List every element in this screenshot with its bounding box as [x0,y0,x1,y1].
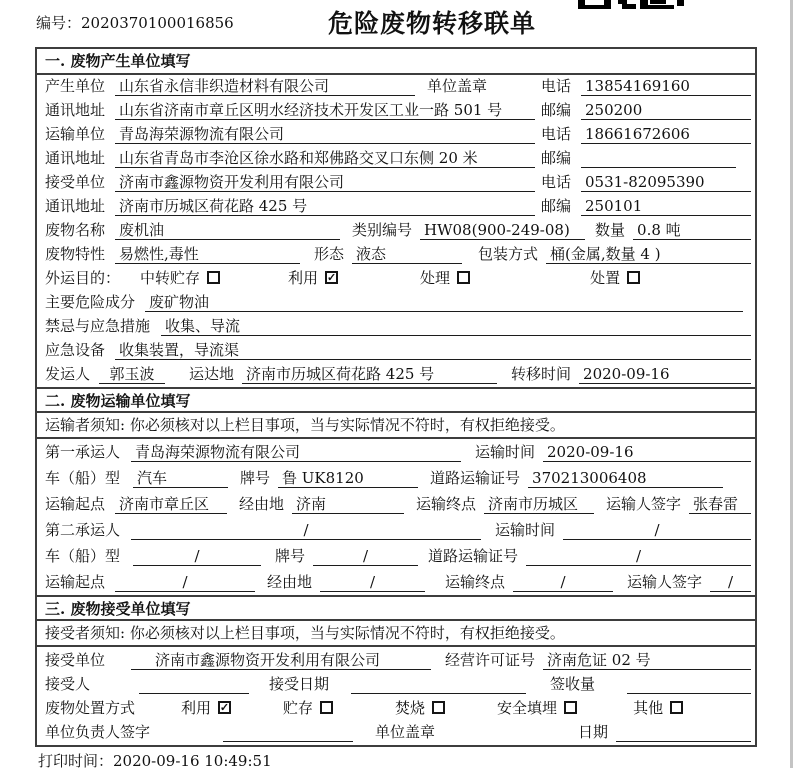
unit-seal-label: 单位盖章 [427,77,488,95]
second-carrier-label: 第二承运人 [45,521,121,539]
manifest-table [35,47,757,747]
disposal-other [633,697,683,718]
producer-value: 山东省永信非织造材料有限公司 [115,77,415,96]
shipper-value: 郭玉波 [99,365,165,384]
option-label: 贮存 [283,699,314,717]
hazard-component-label: 主要危险成分 [45,293,136,311]
carrier-sign2-value: / [710,573,751,592]
producer-label: 产生单位 [45,77,106,95]
carrier-sign-value: 张春雷 [689,495,751,514]
address-label: 通讯地址 [45,197,106,215]
receiver-label: 接受单位 [45,173,106,191]
carrier-sign-label: 运输人签字 [606,495,682,513]
phone-label: 电话 [541,77,572,95]
disposal-storage [283,697,333,718]
waste-name-value: 废机油 [115,221,340,240]
transfer-time-value: 2020-09-16 [579,365,751,384]
waste-name-row [37,219,755,243]
receiver-zip-value: 250101 [581,197,751,216]
shipper-row [37,363,755,387]
responsible-sign-label: 单位负责人签字 [45,723,151,741]
producer-address-value: 山东省济南市章丘区明水经济技术开发区工业一路 501 号 [115,101,535,120]
first-carrier-row [37,439,755,465]
section1-header: 一. 废物产生单位填写 [37,49,755,75]
option-label: 处置 [590,269,621,287]
road-permit-value: 370213006408 [528,469,723,488]
purpose-utilize [288,267,338,288]
via2-value: / [320,573,425,592]
hazard-component-row [37,291,755,315]
accept-unit-row [37,647,755,673]
zip-label: 邮编 [541,197,572,215]
disposal-utilize [181,697,231,718]
route-start2-value: / [115,573,255,592]
transporter-address-row [37,147,755,171]
transport-time2-value: / [563,521,751,540]
plate-value: 鲁 UK8120 [278,469,418,488]
form-value: 液态 [352,245,462,264]
form-label: 形态 [314,245,345,263]
taboo-measures-row [37,315,755,339]
via-value: 济南 [292,495,404,514]
disposal-landfill [497,697,577,718]
route1-row [37,491,755,517]
packaging-label: 包装方式 [478,245,539,263]
checkbox-checked-icon: ✓ [219,700,230,714]
transfer-purpose-label: 外运目的： [45,269,121,287]
disposal-method-label: 废物处置方式 [45,699,136,717]
checkbox-icon [564,701,577,714]
option-label: 中转贮存 [140,269,201,287]
destination-value: 济南市历城区荷花路 425 号 [242,365,497,384]
vehicle1-row [37,465,755,491]
route-end-label: 运输终点 [416,495,477,513]
vehicle-type-value: 汽车 [133,469,228,488]
transfer-time-label: 转移时间 [511,365,572,383]
accept-unit-label: 接受单位 [45,651,106,669]
plate-label: 牌号 [240,469,271,487]
producer-address-row [37,99,755,123]
carrier-sign-label: 运输人签字 [627,573,703,591]
option-label: 利用 [288,269,319,287]
route-end-value: 济南市历城区 [484,495,594,514]
receipt-qty-value [627,693,751,694]
date-value [616,741,751,742]
print-time: 打印时间：2020-09-16 10:49:51 [38,752,272,768]
plate2-value: / [313,547,418,566]
emergency-equipment-row [37,339,755,363]
option-label: 焚烧 [395,699,426,717]
accept-unit-value: 济南市鑫源物资开发利用有限公司 [131,651,431,670]
packaging-value: 桶(金属,数量 4 ) [546,245,751,264]
zip-label: 邮编 [541,101,572,119]
date-label: 日期 [578,723,609,741]
transporter-row [37,123,755,147]
receiver-phone-value: 0531-82095390 [581,173,751,192]
route-start-value: 济南市章丘区 [115,495,227,514]
phone-label: 电话 [541,125,572,143]
receiver-row [37,171,755,195]
first-carrier-value: 青岛海荣源物流有限公司 [131,443,461,462]
transporter-label: 运输单位 [45,125,106,143]
responsible-sign-value [223,741,353,742]
route-end-label: 运输终点 [445,573,506,591]
checkbox-icon [320,701,333,714]
waste-name-label: 废物名称 [45,221,106,239]
address-label: 通讯地址 [45,101,106,119]
second-carrier-value: / [131,521,481,540]
checkbox-icon [627,271,640,284]
road-permit-label: 道路运输证号 [428,547,519,565]
accept-date-value [351,693,526,694]
disposal-incinerate [395,697,445,718]
accept-date-label: 接受日期 [269,675,330,693]
option-label: 安全填埋 [497,699,558,717]
section3-header: 三. 废物接受单位填写 [37,595,755,621]
waste-traits-row [37,243,755,267]
shipper-label: 发运人 [45,365,91,383]
phone-label: 电话 [541,173,572,191]
option-label: 处理 [420,269,451,287]
receipt-qty-label: 签收量 [550,675,596,693]
transfer-purpose-row [37,267,755,291]
responsible-sign-row [37,721,755,745]
option-label: 利用 [181,699,212,717]
serial-number [36,12,234,33]
via-label: 经由地 [239,495,285,513]
option-label: 其他 [633,699,664,717]
receiver-notice: 接受者须知: 你必须核对以上栏目事项，当与实际情况不符时，有权拒绝接受。 [37,621,755,647]
category-code-label: 类别编号 [352,221,413,239]
vehicle-type2-value: / [133,547,261,566]
disposal-method-row [37,697,755,721]
purpose-transfer-storage [140,267,220,288]
transporter-phone-value: 18661672606 [581,125,751,144]
category-code-value: HW08(900-249-08) [420,221,585,240]
first-carrier-label: 第一承运人 [45,443,121,461]
via-label: 经由地 [267,573,313,591]
vehicle-type-label: 车（船）型 [45,469,121,487]
license-label: 经营许可证号 [445,651,536,669]
transporter-address-value: 山东省青岛市李沧区徐水路和郑佛路交叉口东侧 20 米 [115,149,535,168]
acceptor-value [139,693,249,694]
license-value: 济南危证 02 号 [543,651,751,670]
destination-label: 运达地 [189,365,235,383]
transport-time-value: 2020-09-16 [543,443,751,462]
receiver-address-row [37,195,755,219]
acceptor-label: 接受人 [45,675,91,693]
quantity-label: 数量 [595,221,626,239]
quantity-value: 0.8 吨 [633,221,751,240]
qr-code-fragment-icon [578,0,684,9]
route-start-label: 运输起点 [45,495,106,513]
waste-traits-label: 废物特性 [45,245,106,263]
transport-time-label: 运输时间 [475,443,536,461]
producer-zip-value: 250200 [581,101,751,120]
purpose-treat [420,267,470,288]
vehicle2-row [37,543,755,569]
serial-label: 编号： [36,14,82,32]
address-label: 通讯地址 [45,149,106,167]
plate-label: 牌号 [275,547,306,565]
purpose-dispose [590,267,640,288]
zip-label: 邮编 [541,149,572,167]
road-permit-label: 道路运输证号 [430,469,521,487]
checkbox-checked-icon: ✓ [326,270,337,284]
acceptor-row [37,673,755,697]
transporter-notice: 运输者须知: 你必须核对以上栏目事项，当与实际情况不符时，有权拒绝接受。 [37,413,755,439]
emergency-equipment-value: 收集装置，导流渠 [115,341,751,360]
taboo-measures-value: 收集、导流 [161,317,751,336]
receiver-value: 济南市鑫源物资开发利用有限公司 [115,173,535,192]
second-carrier-row [37,517,755,543]
road-permit2-value: / [526,547,751,566]
vehicle-type-label: 车（船）型 [45,547,121,565]
section2-header: 二. 废物运输单位填写 [37,387,755,413]
checkbox-icon [432,701,445,714]
producer-row [37,75,755,99]
emergency-equipment-label: 应急设备 [45,341,106,359]
checkbox-icon [207,271,220,284]
serial-value: 2020370100016856 [81,14,234,32]
transporter-zip-value [581,167,736,168]
page-title: 危险废物转移联单 [328,9,537,38]
route-end2-value: / [513,573,613,592]
checkbox-icon [457,271,470,284]
transporter-value: 青岛海荣源物流有限公司 [115,125,535,144]
unit-seal-label: 单位盖章 [375,723,436,741]
transport-time-label: 运输时间 [495,521,556,539]
checkbox-icon [670,701,683,714]
page-edge-line [790,0,793,768]
hazard-component-value: 废矿物油 [145,293,743,312]
waste-traits-value: 易燃性,毒性 [115,245,300,264]
route2-row [37,569,755,595]
receiver-address-value: 济南市历城区荷花路 425 号 [115,197,535,216]
route-start-label: 运输起点 [45,573,106,591]
producer-phone-value: 13854169160 [581,77,751,96]
taboo-measures-label: 禁忌与应急措施 [45,317,151,335]
